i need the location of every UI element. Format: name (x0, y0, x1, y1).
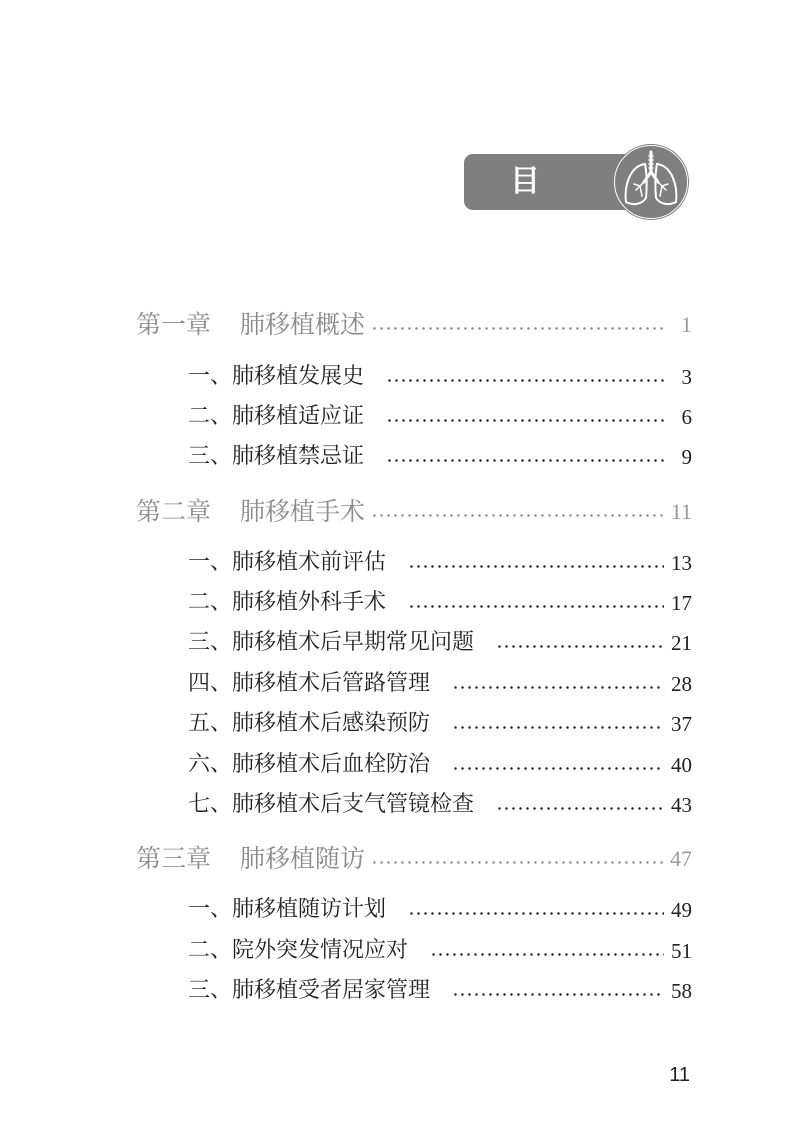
toc-entry[interactable] (188, 707, 692, 741)
chapter-number: 第二章 (136, 497, 212, 526)
chapter-title: 肺移植手术 (240, 497, 366, 526)
entry-page: 3 (681, 365, 692, 389)
entry-page: 13 (671, 551, 692, 575)
page-number: 11 (669, 1064, 690, 1086)
dot-leader (452, 767, 664, 770)
entry-title: 一、肺移植术前评估 (188, 550, 387, 575)
entry-page: 6 (681, 405, 692, 429)
dot-leader (371, 861, 664, 864)
entry-title: 四、肺移植术后管路管理 (188, 671, 431, 696)
dot-leader (452, 993, 664, 996)
dot-leader (496, 645, 664, 648)
entry-title: 三、肺移植禁忌证 (188, 444, 365, 469)
dot-leader (408, 605, 664, 608)
chapter-page: 11 (670, 499, 692, 524)
entry-title: 三、肺移植术后早期常见问题 (188, 630, 475, 655)
entry-page: 43 (671, 793, 692, 817)
toc-entry[interactable] (188, 974, 692, 1008)
toc-chapter-1[interactable] (136, 308, 692, 342)
dot-leader (371, 327, 664, 330)
entry-title: 三、肺移植受者居家管理 (188, 978, 431, 1003)
dot-leader (496, 807, 664, 810)
toc-header (464, 140, 704, 255)
entry-page: 9 (681, 445, 692, 469)
lungs-icon (606, 142, 696, 222)
toc-chapter-2[interactable] (136, 495, 692, 529)
toc-entry[interactable] (188, 788, 692, 822)
entry-title: 七、肺移植术后支气管镜检查 (188, 792, 475, 817)
toc-entry[interactable] (188, 400, 692, 434)
dot-leader (408, 912, 664, 915)
dot-leader (452, 686, 664, 689)
toc-entry[interactable] (188, 626, 692, 660)
entry-title: 一、肺移植随访计划 (188, 897, 387, 922)
entry-title: 一、肺移植发展史 (188, 364, 365, 389)
entry-page: 58 (671, 979, 692, 1003)
entry-page: 17 (671, 591, 692, 615)
chapter-number: 第三章 (136, 844, 212, 873)
toc-entry[interactable] (188, 586, 692, 620)
entry-page: 49 (671, 898, 692, 922)
entry-title: 五、肺移植术后感染预防 (188, 711, 431, 736)
toc-chapter-3[interactable] (136, 842, 692, 876)
entry-page: 51 (671, 939, 692, 963)
chapter-page: 1 (681, 312, 692, 337)
toc-entry[interactable] (188, 360, 692, 394)
dot-leader (386, 379, 664, 382)
entry-title: 二、肺移植适应证 (188, 404, 365, 429)
chapter-page: 47 (670, 846, 692, 871)
toc-entry[interactable] (188, 667, 692, 701)
chapter-title: 肺移植随访 (240, 844, 366, 873)
entry-page: 37 (671, 712, 692, 736)
entry-page: 28 (671, 672, 692, 696)
entry-title: 二、肺移植外科手术 (188, 590, 387, 615)
dot-leader (408, 565, 664, 568)
toc-entry[interactable] (188, 893, 692, 927)
dot-leader (371, 514, 664, 517)
toc-entry[interactable] (188, 934, 692, 968)
toc-entry[interactable] (188, 546, 692, 580)
dot-leader (386, 419, 664, 422)
entry-page: 21 (671, 631, 692, 655)
toc-entry[interactable] (188, 440, 692, 474)
chapter-number: 第一章 (136, 310, 212, 339)
entry-title: 二、院外突发情况应对 (188, 938, 409, 963)
entry-page: 40 (671, 753, 692, 777)
chapter-title: 肺移植概述 (240, 310, 366, 339)
dot-leader (430, 953, 664, 956)
dot-leader (452, 726, 664, 729)
dot-leader (386, 459, 664, 462)
header-title: 目 录 (505, 164, 558, 255)
entry-title: 六、肺移植术后血栓防治 (188, 752, 431, 777)
toc-entry[interactable] (188, 748, 692, 782)
